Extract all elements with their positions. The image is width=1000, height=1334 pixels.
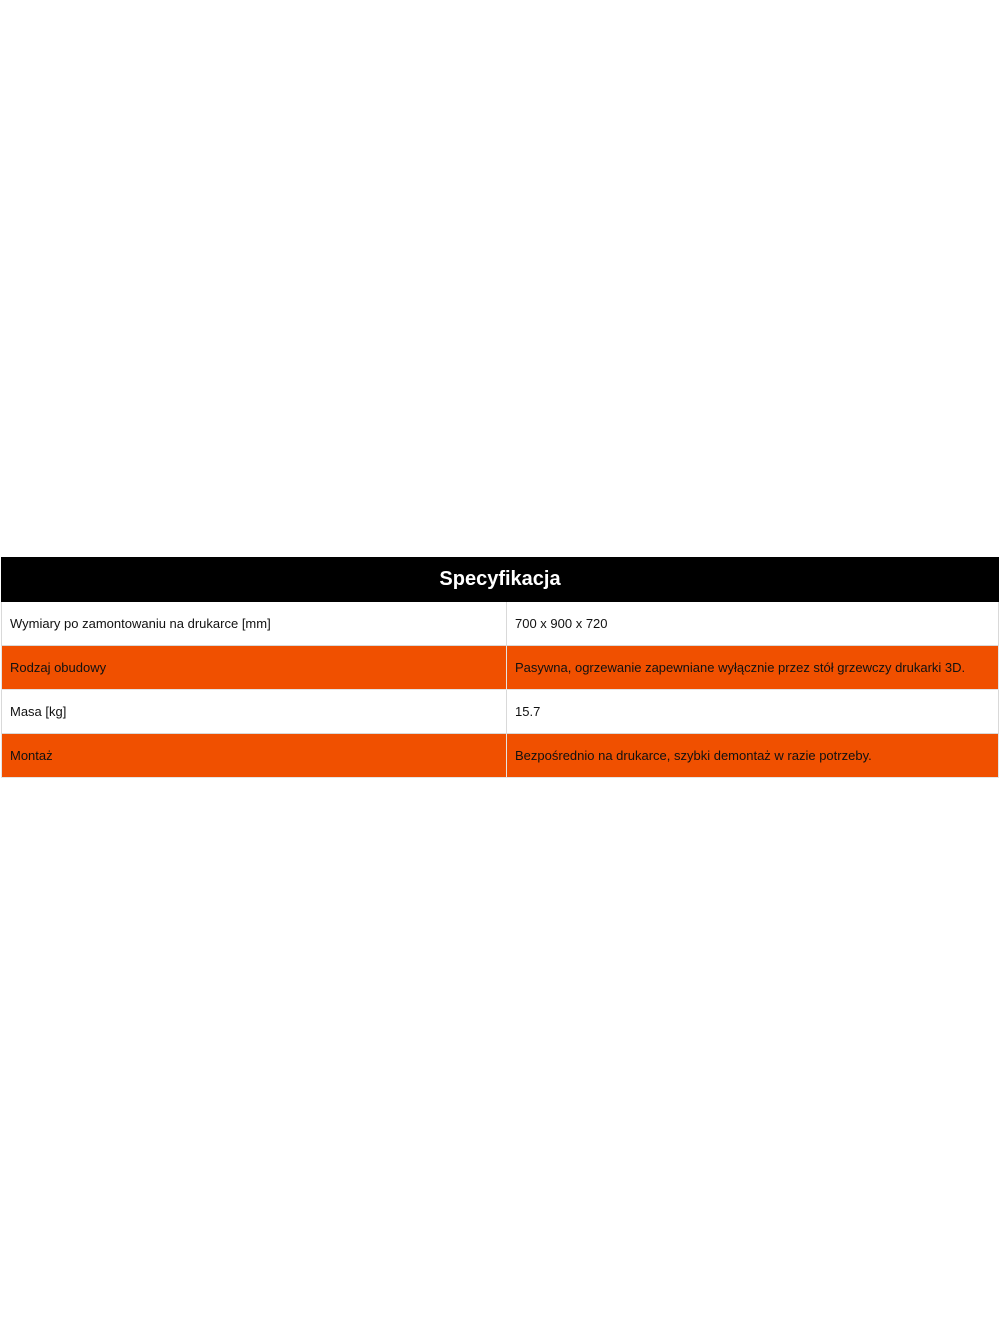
spec-label-enclosure-type: Rodzaj obudowy xyxy=(2,646,507,690)
spec-value-mounting: Bezpośrednio na drukarce, szybki demontaż w razie potrzeby. xyxy=(507,734,999,778)
spec-label-mass: Masa [kg] xyxy=(2,690,507,734)
spec-value-enclosure-type: Pasywna, ogrzewanie zapewniane wyłącznie przez stół grzewczy drukarki 3D. xyxy=(507,646,999,690)
table-row xyxy=(2,690,999,734)
specification-table xyxy=(1,557,999,778)
table-title: Specyfikacja xyxy=(2,558,999,602)
table-row xyxy=(2,734,999,778)
spec-label-dimensions: Wymiary po zamontowaniu na drukarce [mm] xyxy=(2,602,507,646)
table-row xyxy=(2,602,999,646)
table-header-row xyxy=(2,558,999,602)
spec-value-dimensions: 700 x 900 x 720 xyxy=(507,602,999,646)
spec-value-mass: 15.7 xyxy=(507,690,999,734)
table-row xyxy=(2,646,999,690)
spec-label-mounting: Montaż xyxy=(2,734,507,778)
